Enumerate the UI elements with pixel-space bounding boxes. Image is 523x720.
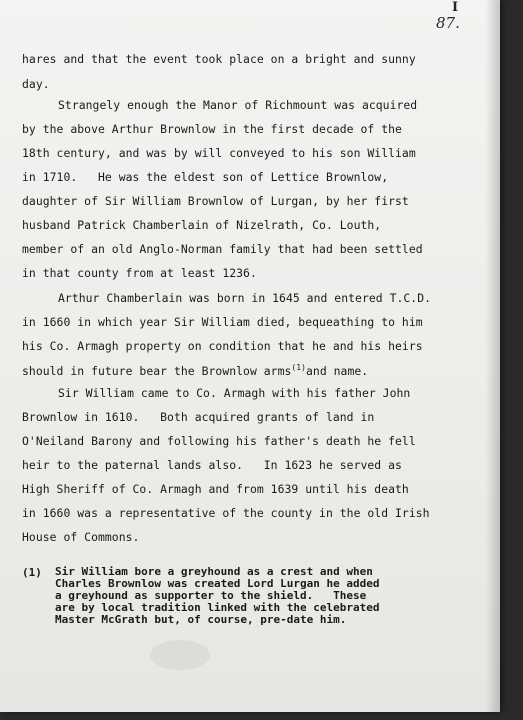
page-number: 87. <box>436 14 460 32</box>
text-line: in that county from at least 1236. <box>22 266 257 280</box>
page-edge-shadow <box>485 0 500 712</box>
text-line: Arthur Chamberlain was born in 1645 and entered T.C.D. <box>58 291 432 305</box>
footnote-line: Master McGrath but, of course, pre-date him. <box>55 613 347 626</box>
footnote-line: are by local tradition linked with the celebrated <box>55 601 380 614</box>
text-line: Brownlow in 1610. Both acquired grants of land in <box>22 410 375 424</box>
text-line: House of Commons. <box>22 530 140 544</box>
text-line: in 1710. He was the eldest son of Lettice Brownlow, <box>22 170 389 184</box>
text-segment: and name. <box>306 364 369 378</box>
text-line: by the above Arthur Brownlow in the first decade of the <box>22 122 402 136</box>
text-line: O'Neiland Barony and following his father's death he fell <box>22 434 416 448</box>
top-mark: I <box>452 0 459 15</box>
text-line: hares and that the event took place on a bright and sunny <box>22 52 416 66</box>
text-line: High Sheriff of Co. Armagh and from 1639 until his death <box>22 482 409 496</box>
text-line: Sir William came to Co. Armagh with his father John <box>58 386 411 400</box>
footnote-line: a greyhound as supporter to the shield. These <box>55 589 367 602</box>
footnote-line: Charles Brownlow was created Lord Lurgan he added <box>55 577 380 590</box>
footnote-line: Sir William bore a greyhound as a crest and when <box>55 565 373 578</box>
text-line: his Co. Armagh property on condition that he and his heirs <box>22 339 423 353</box>
text-line: day. <box>22 77 50 91</box>
text-line: 18th century, and was by will conveyed to his son William <box>22 146 416 160</box>
text-line: heir to the paternal lands also. In 1623 he served as <box>22 458 402 472</box>
text-line: in 1660 was a representative of the county in the old Irish <box>22 506 430 520</box>
paper-smudge <box>150 640 210 670</box>
footnote-marker: (1) <box>22 566 42 579</box>
text-line: Strangely enough the Manor of Richmount was acquired <box>58 98 418 112</box>
text-line-with-footnote <box>22 361 368 378</box>
text-segment: should in future bear the Brownlow arms <box>22 364 292 378</box>
text-line: member of an old Anglo-Norman family that had been settled <box>22 242 423 256</box>
text-line: in 1660 in which year Sir William died, bequeathing to him <box>22 315 423 329</box>
text-line: daughter of Sir William Brownlow of Lurgan, by her first <box>22 194 409 208</box>
text-line: husband Patrick Chamberlain of Nizelrath, Co. Louth, <box>22 218 382 232</box>
footnote-reference: (1) <box>291 363 307 372</box>
